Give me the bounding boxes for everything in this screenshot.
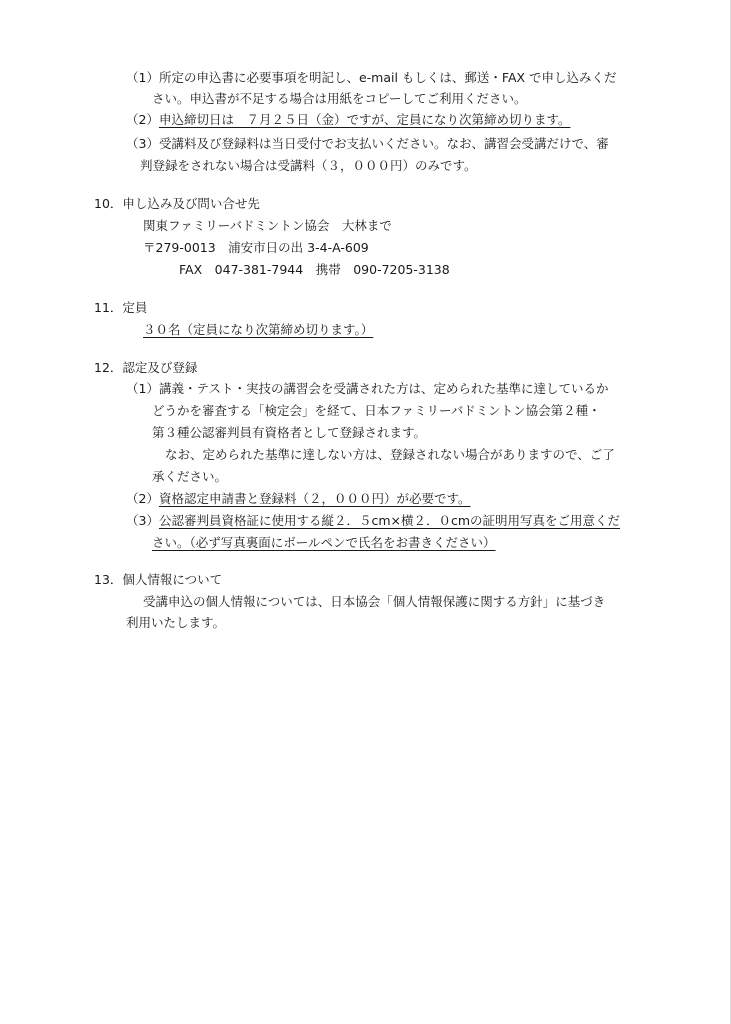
contact-phone-fax: FAX 047-381-7944 携帯 090-7205-3138 [179, 262, 450, 277]
cert-item3-prefix: （3） [126, 513, 159, 528]
apply-item1-line2: さい。申込書が不足する場合は用紙をコピーしてご利用ください。 [152, 91, 527, 106]
section10-heading: 10．申し込み及び問い合せ先 [94, 196, 260, 211]
cert-item3-line1 [126, 513, 620, 529]
apply-item2 [126, 112, 570, 128]
contact-address: 〒279-0013 浦安市日の出 3-4-A-609 [143, 240, 369, 255]
deadline-text: 申込締切日は ７月２５日（金）ですが、定員になり次第締め切ります。 [158, 112, 571, 127]
section11-heading: 11．定員 [94, 300, 148, 315]
cert-item2 [126, 491, 470, 507]
capacity-text: ３０名（定員になり次第締め切ります。） [143, 322, 374, 337]
cert-item1-line2: どうかを審査する「検定会」を経て、日本ファミリーバドミントン協会第２種・ [152, 403, 601, 418]
cert-item2-prefix: （2） [126, 491, 159, 506]
cert-item1-line4: なお、定められた基準に達しない方は、登録されない場合がありますので、ご了 [165, 447, 615, 462]
section13-heading: 13．個人情報について [94, 572, 223, 587]
apply-item3-line1: （3）受講料及び登録料は当日受付でお支払いください。なお、講習会受講だけで、審 [126, 136, 609, 151]
section12-heading: 12．認定及び登録 [94, 360, 198, 375]
privacy-line2: 利用いたします。 [126, 615, 226, 630]
cert-item1-line5: 承ください。 [152, 469, 228, 484]
photo-requirement-text: 公認審判員資格証に使用する縦２．５cm×横２．０cmの証明用写真をご用意くだ [158, 513, 621, 528]
cert-item3-line2: さい。（必ず写真裏面にボールペンで氏名をお書きください） [152, 535, 496, 550]
cert-item1-line1: （1）講義・テスト・実技の講習会を受講された方は、定められた基準に達しているか [126, 381, 609, 396]
apply-item2-prefix: （2） [126, 112, 159, 127]
cert-item1-line3: 第３種公認審判員有資格者として登録されます。 [152, 425, 427, 440]
contact-organization: 関東ファミリーバドミントン協会 大林まで [143, 218, 392, 233]
apply-item1-line1: （1）所定の申込書に必要事項を明記し、e-mail もしくは、郵送・FAX で申し込みくだ [126, 70, 617, 85]
apply-item3-line2: 判登録をされない場合は受講料（３，０００円）のみです。 [140, 158, 477, 173]
privacy-line1: 受講申込の個人情報については、日本協会「個人情報保護に関する方針」に基づき [143, 594, 606, 609]
cert-fee-text: 資格認定申請書と登録料（２，０００円）が必要です。 [158, 491, 471, 506]
